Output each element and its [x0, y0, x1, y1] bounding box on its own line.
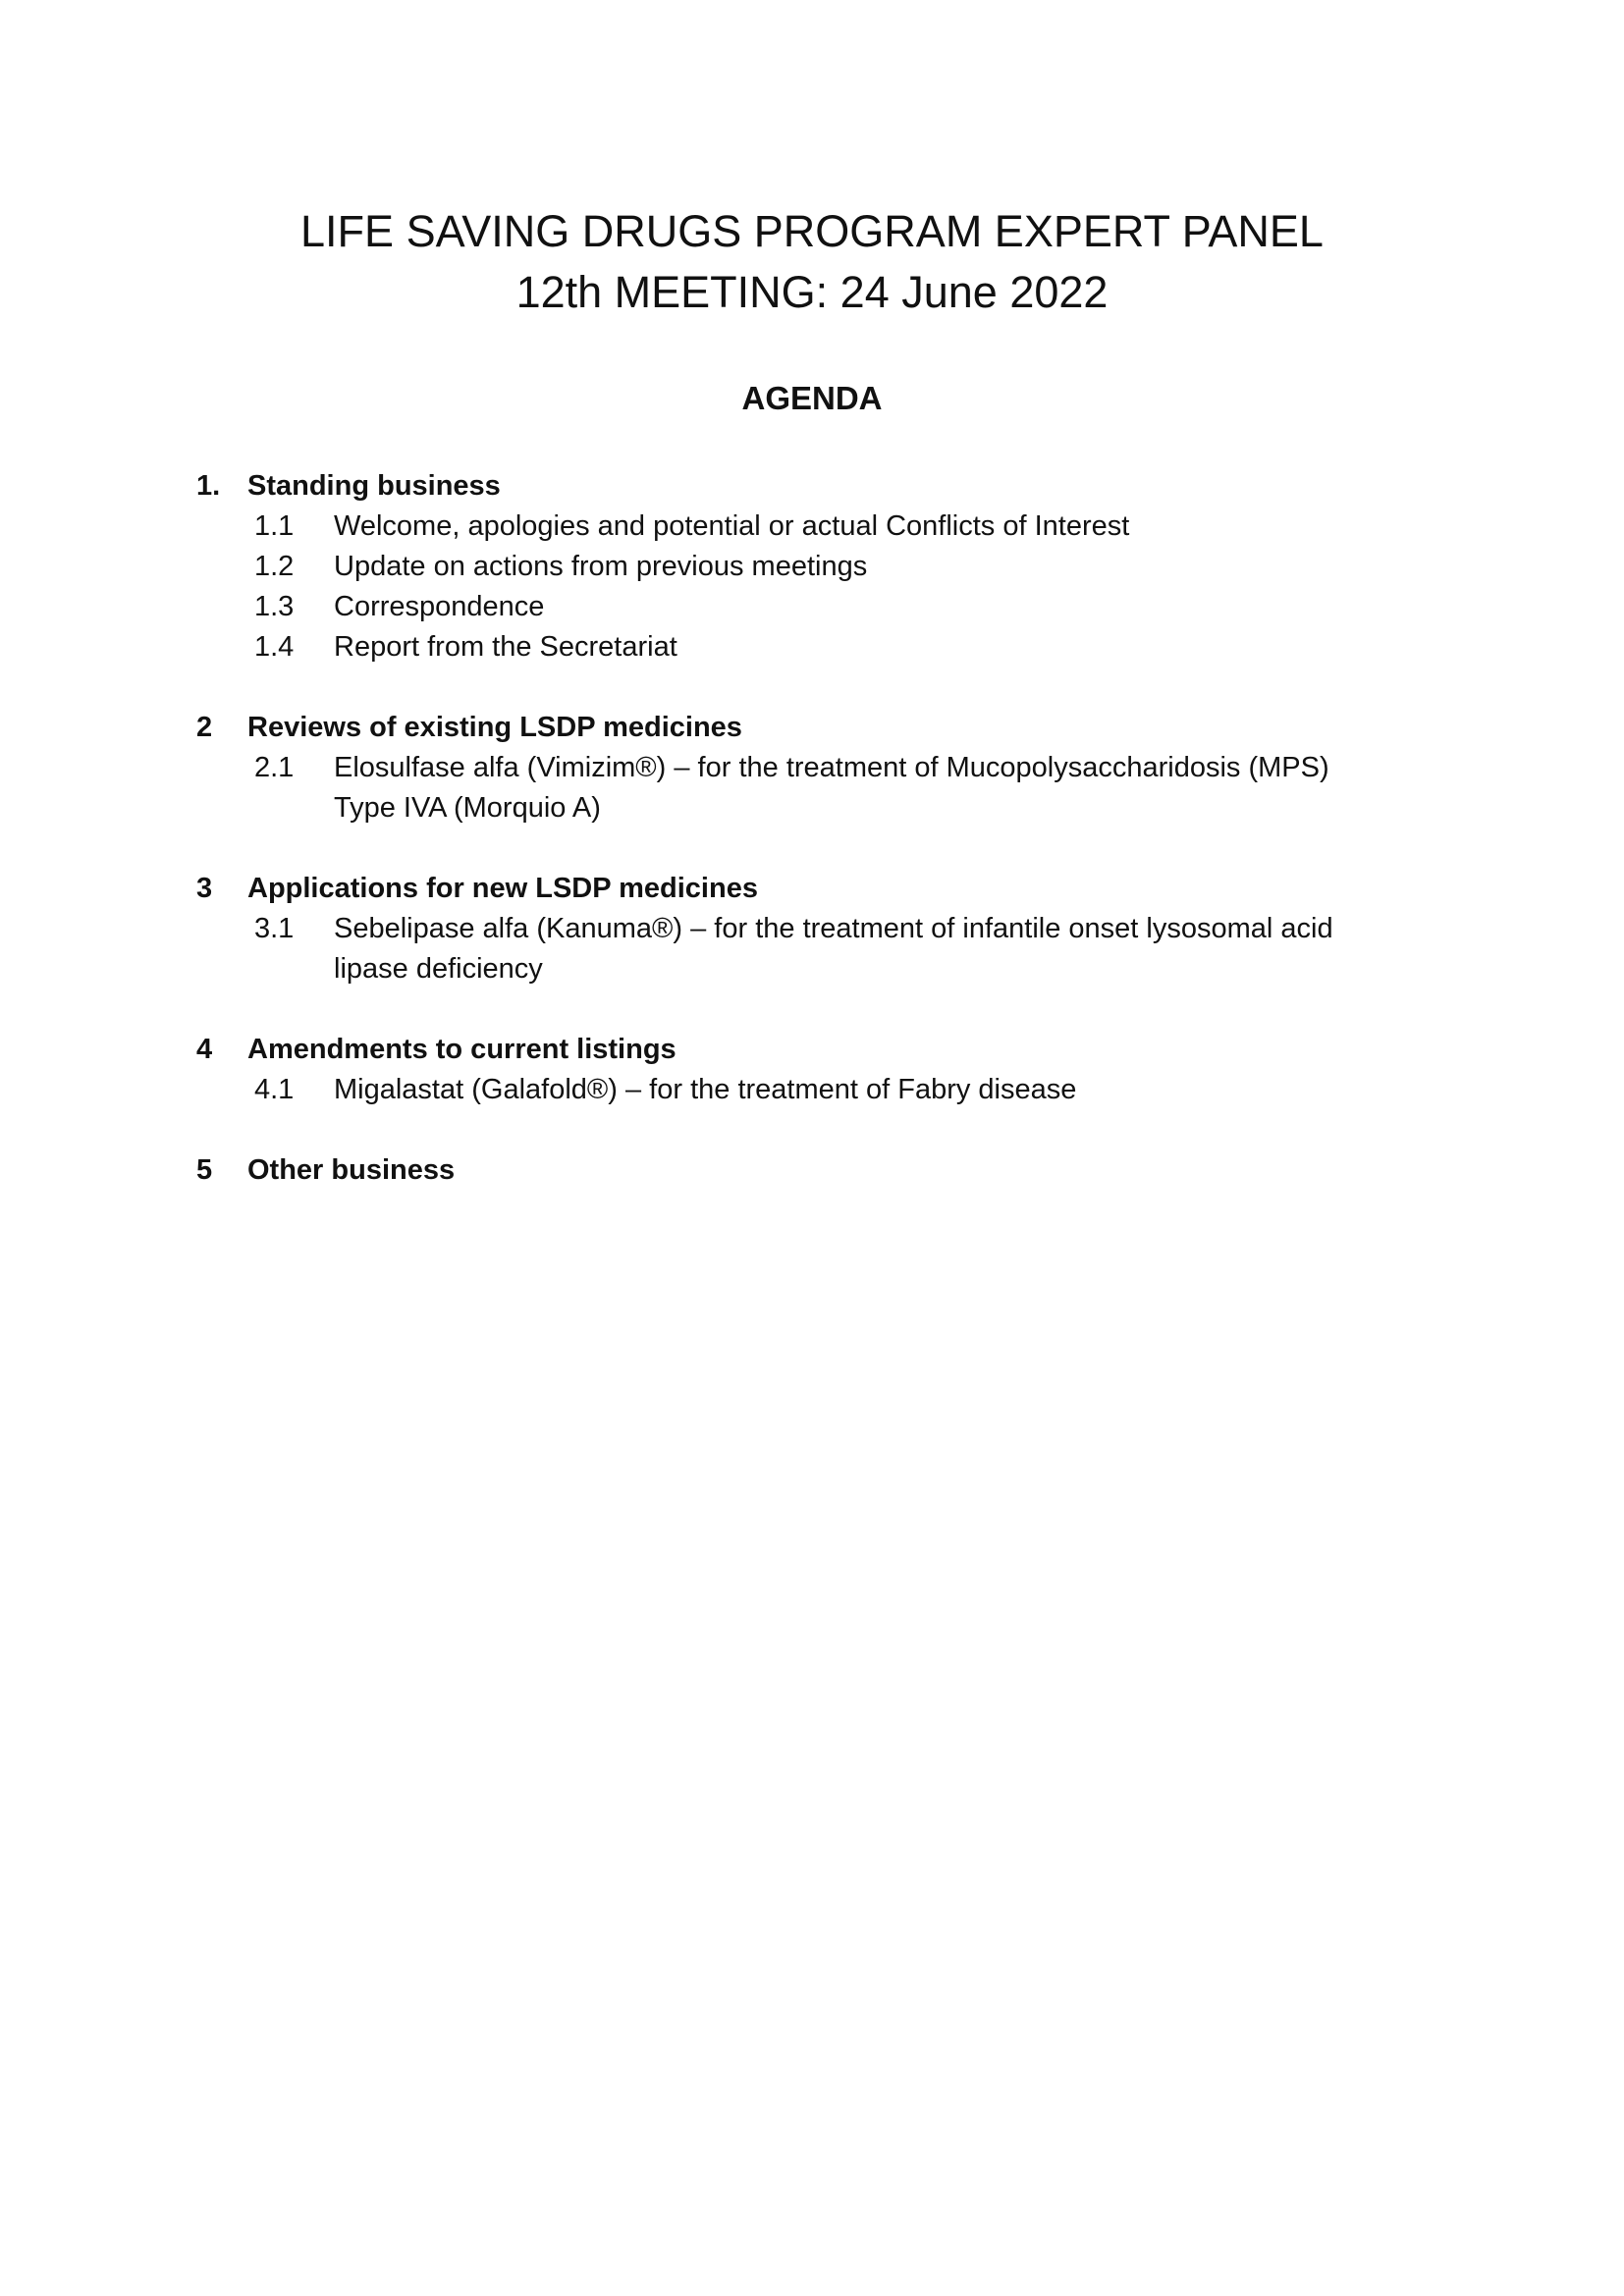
item-number: 4.1 — [254, 1074, 295, 1105]
agenda-section-4 — [196, 1030, 1473, 1110]
agenda-item-1-3 — [196, 587, 1473, 627]
agenda-item-1-4 — [196, 627, 1473, 667]
section-heading — [196, 466, 1473, 507]
agenda-item-2-1 — [196, 748, 1473, 828]
item-number: 1.4 — [254, 631, 295, 663]
agenda-item-1-1 — [196, 507, 1473, 547]
section-heading — [196, 1150, 1473, 1191]
section-number: 1. — [196, 470, 221, 502]
agenda-section-3 — [196, 869, 1473, 989]
title-line-1: LIFE SAVING DRUGS PROGRAM EXPERT PANEL — [300, 206, 1324, 256]
section-heading — [196, 869, 1473, 909]
item-text-line-1: Sebelipase alfa (Kanuma®) – for the treatment of infantile onset lysosomal acid — [334, 913, 1333, 944]
section-number: 3 — [196, 873, 213, 904]
item-text-line-2: lipase deficiency — [334, 953, 543, 985]
item-text: Correspondence — [334, 591, 545, 622]
item-number: 2.1 — [254, 752, 295, 783]
title-line-2: 12th MEETING: 24 June 2022 — [515, 267, 1109, 317]
section-label: Amendments to current listings — [247, 1034, 677, 1065]
item-number: 1.2 — [254, 551, 295, 582]
agenda-section-2 — [196, 708, 1473, 828]
section-label: Applications for new LSDP medicines — [247, 873, 758, 904]
item-number: 3.1 — [254, 913, 295, 944]
section-number: 4 — [196, 1034, 213, 1065]
agenda-section-1 — [196, 466, 1473, 667]
section-label: Other business — [247, 1154, 456, 1186]
section-heading — [196, 1030, 1473, 1070]
agenda-heading: AGENDA — [741, 380, 883, 416]
section-number: 2 — [196, 712, 213, 743]
item-text: Migalastat (Galafold®) – for the treatment of Fabry disease — [334, 1074, 1077, 1105]
agenda-section-5 — [196, 1150, 1473, 1191]
section-label: Reviews of existing LSDP medicines — [247, 712, 742, 743]
item-text: Report from the Secretariat — [334, 631, 677, 663]
item-text: Update on actions from previous meetings — [334, 551, 868, 582]
agenda-item-4-1 — [196, 1070, 1473, 1110]
document-title — [0, 201, 1624, 323]
section-number: 5 — [196, 1154, 213, 1186]
section-label: Standing business — [247, 470, 501, 502]
item-number: 1.3 — [254, 591, 295, 622]
agenda-item-3-1 — [196, 909, 1473, 989]
section-heading — [196, 708, 1473, 748]
item-number: 1.1 — [254, 510, 295, 542]
item-text-line-2: Type IVA (Morquio A) — [334, 792, 601, 824]
item-text: Welcome, apologies and potential or actual Conflicts of Interest — [334, 510, 1130, 542]
item-text-line-1: Elosulfase alfa (Vimizim®) – for the treatment of Mucopolysaccharidosis (MPS) — [334, 752, 1329, 783]
agenda-item-1-2 — [196, 547, 1473, 587]
